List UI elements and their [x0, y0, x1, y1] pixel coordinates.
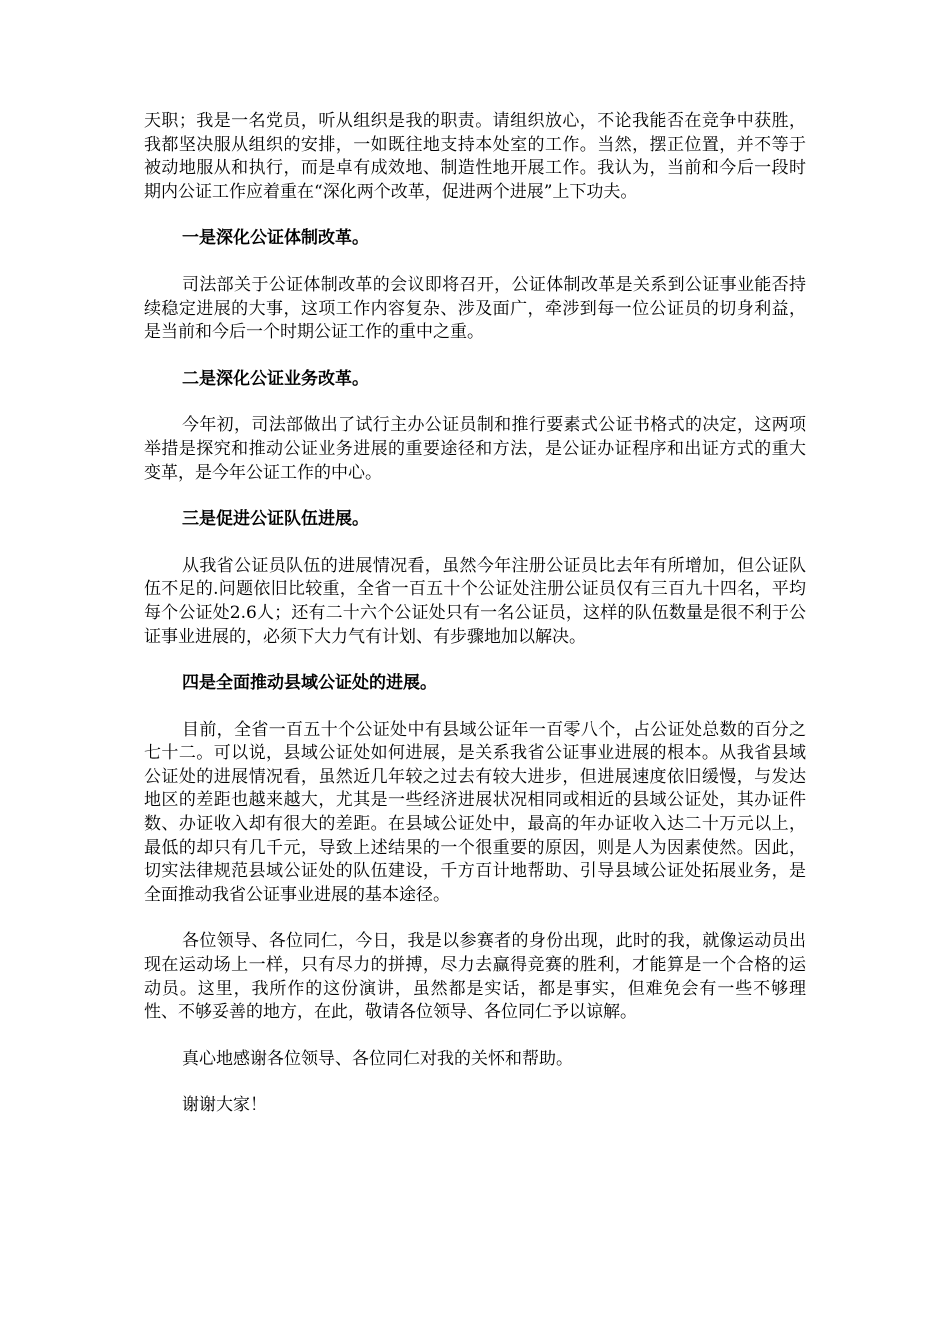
paragraph-reform-business: 今年初，司法部做出了试行主办公证员制和推行要素式公证书格式的决定，这两项举措是探究和推动公证业务进展的重要途径和方法，是公证办证程序和出证方式的重大变革，是今年公证工作的中心。	[144, 415, 806, 483]
paragraph-thanks: 真心地感谢各位领导、各位同仁对我的关怀和帮助。	[182, 1048, 573, 1069]
heading-reform-system: 一是深化公证体制改革。	[182, 228, 369, 249]
paragraph-county-offices: 目前，全省一百五十个公证处中有县域公证年一百零八个，占公证处总数的百分之七十二。可以说，县域公证处如何进展，是关系我省公证事业进展的根本。从我省县域公证处的进展情况看，虽然近几年较之过去有较大进步，但进展速度依旧缓慢，与发达地区的差距也越来越大，尤其是一些经济进展状况相同或相近的县域公证处，其办证件数、办证收入却有很大的差距。在县域公证处中，最高的年办证收入达二十万元以上，最低的却只有几千元，导致上述结果的一个很重要的原因，则是人为因素使然。因此，切实法律规范县域公证处的队伍建设，千方百计地帮助、引导县域公证处拓展业务，是全面推动我省公证事业进展的基本途径。	[144, 719, 806, 905]
heading-reform-business: 二是深化公证业务改革。	[182, 368, 369, 389]
paragraph-team-development: 从我省公证员队伍的进展情况看，虽然今年注册公证员比去年有所增加，但公证队伍不足的.问题依旧比较重，全省一百五十个公证处注册公证员仅有三百九十四名，平均每个公证处2.6人；还有二十六个公证处只有一名公证员，这样的队伍数量是很不利于公证事业进展的，必须下大力气有计划、有步骤地加以解决。	[144, 555, 806, 647]
paragraph-intro: 天职；我是一名党员，听从组织是我的职责。请组织放心，不论我能否在竞争中获胜，我都坚决服从组织的安排，一如既往地支持本处室的工作。当然，摆正位置，并不等于被动地服从和执行，而是卓有成效地、制造性地开展工作。我认为，当前和今后一段时期内公证工作应着重在“深化两个改革，促进两个进展”上下功夫。	[144, 111, 806, 202]
document-body	[144, 110, 806, 1118]
heading-team-development: 三是促进公证队伍进展。	[182, 509, 369, 530]
heading-county-offices: 四是全面推动县域公证处的进展。	[182, 673, 437, 694]
paragraph-reform-system: 司法部关于公证体制改革的会议即将召开，公证体制改革是关系到公证事业能否持续稳定进展的大事，这项工作内容复杂、涉及面广，牵涉到每一位公证员的切身利益，是当前和今后一个时期公证工作的重中之重。	[144, 274, 806, 343]
paragraph-final-thanks: 谢谢大家！	[182, 1095, 267, 1116]
paragraph-closing-remarks: 各位领导、各位同仁，今日，我是以参赛者的身份出现，此时的我，就像运动员出现在运动场上一样，只有尽力的拼搏，尽力去赢得竞赛的胜利，才能算是一个合格的运动员。这里，我所作的这份演讲，虽然都是实话，都是事实，但难免会有一些不够理性、不够妥善的地方，在此，敬请各位领导、各位同仁予以谅解。	[144, 931, 806, 1023]
